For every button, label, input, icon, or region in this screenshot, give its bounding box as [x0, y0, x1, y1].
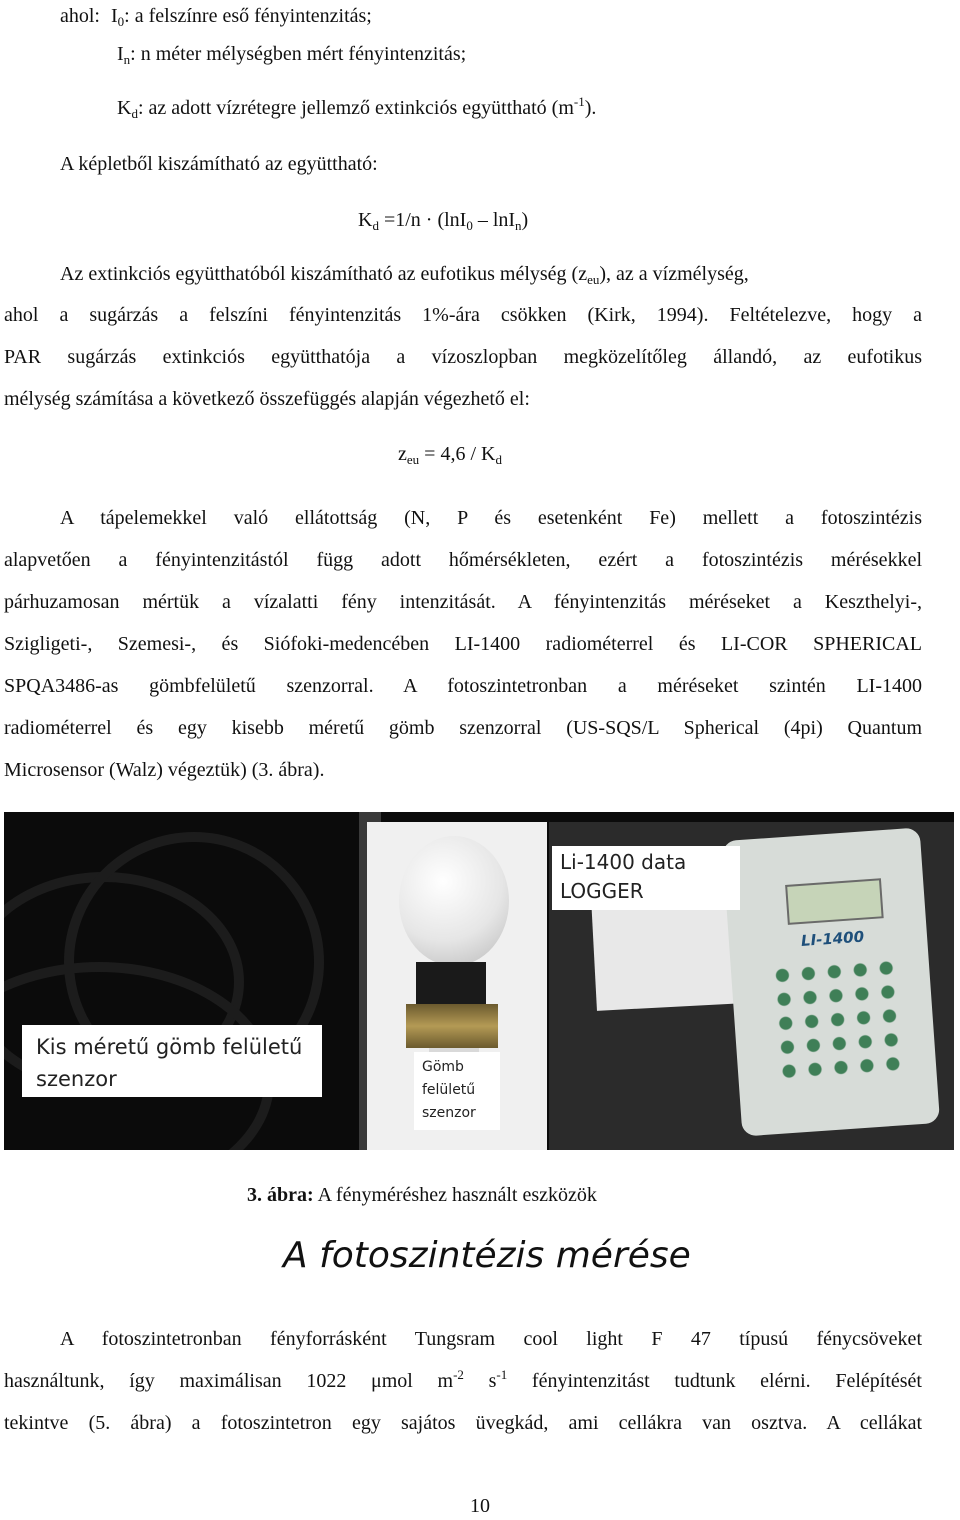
paragraph-3-line-4: Szigligeti-, Szemesi-, és Siófoki-medencében LI-1400 radiométerrel és LI-COR SPHERICAL	[4, 633, 922, 655]
definition-kd	[117, 94, 596, 122]
formula-mid: =1/n · (lnI	[378, 209, 467, 231]
formula-mid: = 4,6 / K	[419, 443, 496, 465]
paragraph-2-line-2: ahol a sugárzás a felszíni fényintenzitás 1%-ára csökken (Kirk, 1994). Feltételezve, hogy a	[4, 304, 922, 326]
subscript: eu	[587, 272, 600, 287]
paragraph-3-line-3: párhuzamosan mértük a vízalatti fény intenzitását. A fényintenzitás méréseket a Keszthelyi-,	[4, 591, 922, 613]
formula-zeu	[398, 440, 502, 468]
symbol-i: I	[117, 43, 124, 65]
caption-number: 3. ábra:	[247, 1184, 314, 1206]
sensor-neck	[416, 962, 486, 1004]
paragraph-2-line-1	[60, 260, 749, 288]
label-logger	[552, 846, 740, 910]
formula-kd	[358, 206, 528, 234]
subscript: d	[372, 218, 379, 233]
definition-text: : n méter mélységben mért fényintenzitás;	[130, 43, 467, 65]
text: s	[463, 1370, 497, 1392]
text: Az extinkciós együtthatóból kiszámítható az eufotikus mélység (z	[60, 263, 588, 285]
paragraph-3-line-5: SPQA3486-as gömbfelületű szenzorral. A fotoszintetronban a méréseket szintén LI-1400	[4, 675, 922, 697]
formula-k: K	[358, 209, 373, 231]
paragraph-3-line-2: alapvetően a fényintenzitástól függ adott hőmérsékleten, ezért a fotoszintézis mérésekkel	[4, 549, 922, 571]
paragraph-3-line-6: radiométerrel és egy kisebb méretű gömb szenzorral (US-SQS/L Spherical (4pi) Quantum	[4, 717, 922, 739]
paragraph-3-line-1: A tápelemekkel való ellátottság (N, P és esetenként Fe) mellett a fotoszintézis	[60, 507, 922, 529]
sphere-sensor-bulb	[399, 836, 509, 966]
label-line: Kis méretű gömb felületű	[36, 1035, 303, 1059]
superscript: -2	[453, 1367, 464, 1382]
subscript: n	[515, 218, 522, 233]
definition-text: : az adott vízrétegre jellemző extinkciós együttható (m	[137, 97, 574, 119]
label-line: Gömb	[422, 1059, 464, 1075]
lcd-display	[785, 878, 884, 925]
caption-text: A fényméréshez használt eszközök	[313, 1184, 597, 1206]
page-number: 10	[470, 1495, 490, 1517]
subscript: d	[131, 106, 138, 121]
paragraph-3-line-7: Microsensor (Walz) végeztük) (3. ábra).	[4, 759, 325, 781]
definition-in	[117, 40, 466, 68]
formula-mid: – lnI	[472, 209, 516, 231]
device-brand: LI-1400	[800, 927, 865, 950]
text: ), az a vízmélység,	[599, 263, 749, 285]
sensor-brass-ring	[406, 1004, 498, 1048]
symbol-k: K	[117, 97, 132, 119]
data-logger-device	[722, 827, 940, 1136]
label-line: szenzor	[422, 1105, 476, 1121]
label-line: szenzor	[36, 1067, 117, 1091]
paragraph-4-line-1: A fotoszintetronban fényforrásként Tungsram cool light F 47 típusú fénycsöveket	[60, 1328, 922, 1350]
manual-booklet	[591, 893, 747, 1011]
paragraph-2-line-3: PAR sugárzás extinkciós együtthatója a vízoszlopban megközelítőleg állandó, az eufotikus	[4, 346, 922, 368]
subscript: d	[495, 452, 502, 467]
definition-i0	[60, 2, 372, 30]
symbol-i: I	[111, 5, 118, 27]
label-small-sensor	[22, 1025, 322, 1097]
equipment-photo	[4, 812, 954, 1150]
label-line: Li-1400 data	[560, 850, 687, 874]
keypad	[769, 955, 905, 1084]
ahol-label: ahol:	[60, 5, 100, 27]
text: használtunk, így maximálisan 1022 μmol m	[4, 1370, 454, 1392]
figure-caption	[247, 1181, 597, 1209]
section-heading: A fotoszintézis mérése	[283, 1235, 691, 1276]
superscript: -1	[573, 94, 585, 109]
subscript: n	[123, 52, 131, 67]
subscript: eu	[406, 452, 420, 467]
superscript: -1	[496, 1367, 508, 1382]
formula-end: )	[521, 209, 529, 231]
paragraph-2-line-4: mélység számítása a következő összefüggés alapján végezhető el:	[4, 388, 530, 410]
label-sphere-sensor	[414, 1052, 500, 1130]
text: fényintenzitást tudtunk elérni. Felépítését	[507, 1370, 922, 1392]
paragraph-4-line-3: tekintve (5. ábra) a fotoszintetron egy sajátos üvegkád, ami cellákra van osztva. A cellákat	[4, 1412, 922, 1434]
label-line: felületű	[422, 1082, 476, 1098]
subscript: 0	[466, 218, 473, 233]
paragraph-intro: A képletből kiszámítható az együttható:	[60, 153, 378, 175]
definition-end: ).	[584, 97, 597, 119]
formula-z: z	[398, 443, 407, 465]
definition-text: : a felszínre eső fényintenzitás;	[124, 5, 372, 27]
label-line: LOGGER	[560, 879, 644, 903]
subscript: 0	[117, 14, 125, 29]
paragraph-4-line-2	[4, 1367, 922, 1395]
